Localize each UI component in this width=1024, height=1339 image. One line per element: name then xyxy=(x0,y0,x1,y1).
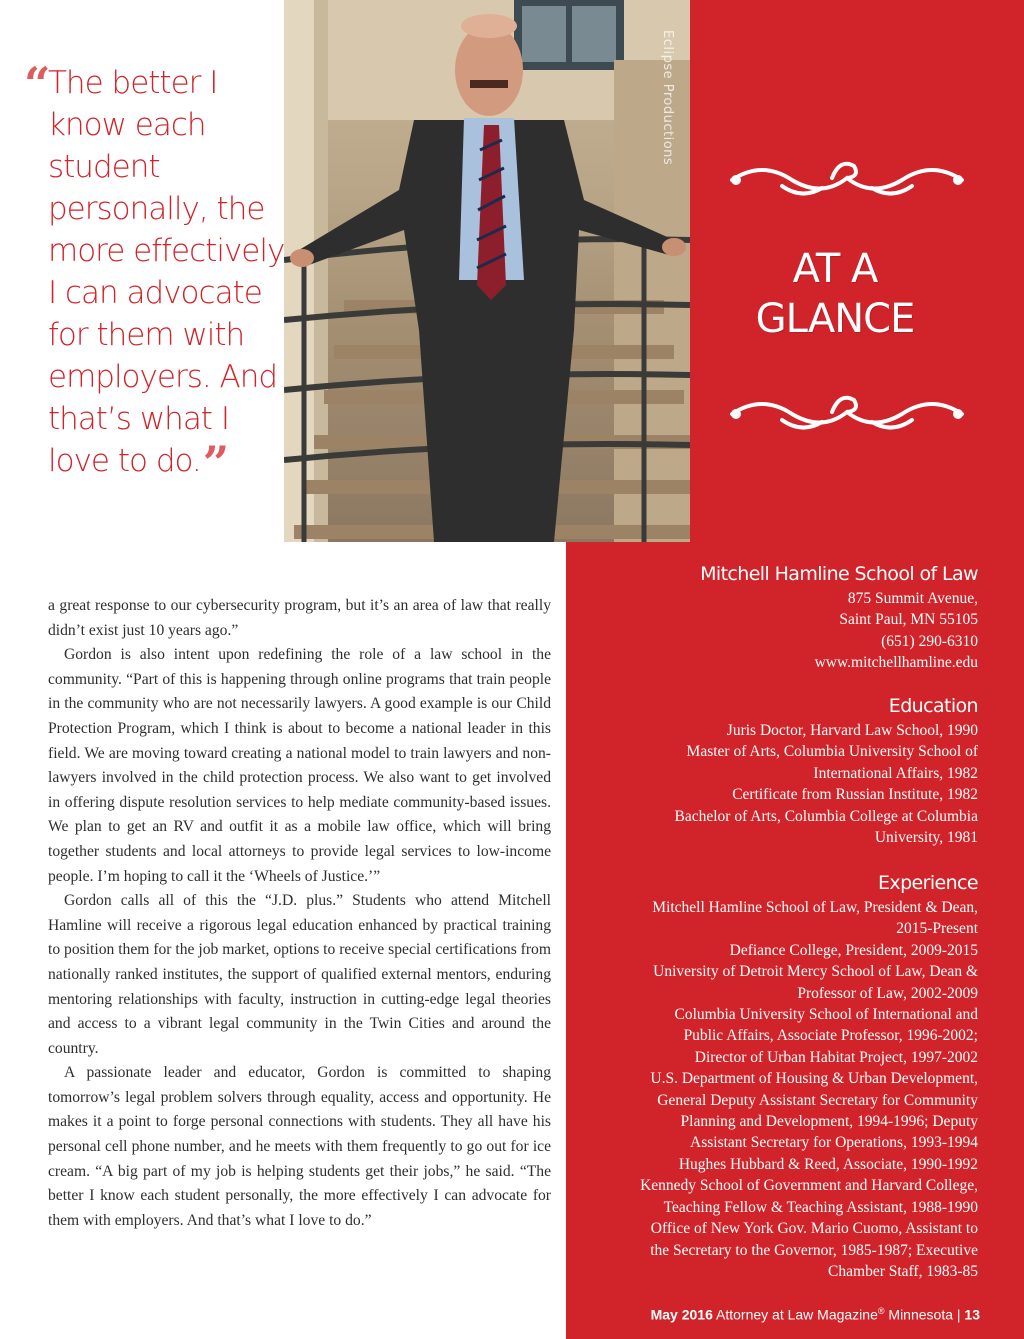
school-phone: (651) 290-6310 xyxy=(881,632,978,650)
photo-credit: Eclipse Productions xyxy=(660,30,675,166)
experience-line: Hughes Hubbard & Reed, Associate, 1990-1992 xyxy=(678,1155,978,1173)
title-line-2: GLANCE xyxy=(755,296,915,342)
education-line: University, 1981 xyxy=(874,829,978,847)
experience-line: Teaching Fellow & Teaching Assistant, 1988-1990 xyxy=(663,1198,978,1216)
title-line-1: AT A xyxy=(792,246,878,292)
article-paragraph: a great response to our cybersecurity program, but it’s an area of law that really didn’t exist just 10 years ago.” xyxy=(48,597,551,639)
education-heading: Education xyxy=(888,695,978,717)
footer-date: May 2016 xyxy=(650,1306,713,1323)
education-section xyxy=(590,694,978,848)
experience-line: 2015-Present xyxy=(896,920,978,938)
flourish-ornament-bottom xyxy=(722,390,972,436)
registered-mark: ® xyxy=(877,1306,885,1316)
school-address-line: 875 Summit Avenue, xyxy=(847,590,978,607)
education-line: International Affairs, 1982 xyxy=(813,764,978,782)
experience-heading: Experience xyxy=(878,872,978,894)
footer-publication: Attorney at Law Magazine xyxy=(716,1306,878,1323)
education-line: Bachelor of Arts, Columbia College at Columbia xyxy=(674,807,978,825)
portrait-illustration xyxy=(284,0,690,542)
page-footer xyxy=(590,1306,980,1323)
experience-line: University of Detroit Mercy School of Law, Dean & xyxy=(653,963,978,981)
experience-line: the Secretary to the Governor, 1985-1987; Executive xyxy=(650,1241,978,1259)
article-body xyxy=(48,594,551,1233)
education-line: Master of Arts, Columbia University School of xyxy=(686,743,978,761)
pull-quote-text: The better I know each student personally, the more effectively I can advocate for them with employers. And that’s what I love to do. xyxy=(48,65,285,479)
experience-line: Chamber Staff, 1983-85 xyxy=(828,1262,978,1280)
at-a-glance-title xyxy=(690,244,980,344)
experience-line: Defiance College, President, 2009-2015 xyxy=(729,941,978,959)
page-number: 13 xyxy=(964,1306,980,1323)
footer-separator: | xyxy=(956,1306,961,1323)
experience-line: Columbia University School of International and xyxy=(674,1006,978,1024)
article-paragraph: Gordon is also intent upon redefining the role of a law school in the community. “Part of this is happening through online programs that train people in the community who are not necessarily lawyers. A good example is our Child Protection Program, which I think is about to become a national leader in this field. We are moving toward creating a national model to train lawyers and non-lawyers involved in the child protection process. We also want to get involved in offering dispute resolution services to help mediate community-based issues. We plan to get an RV and outfit it as a mobile law office, which will bring together students and local attorneys to provide legal services to low-income people. I’m hoping to call it the ‘Wheels of Justice.’” xyxy=(48,646,551,885)
experience-line: Professor of Law, 2002-2009 xyxy=(797,984,978,1002)
experience-line: Director of Urban Habitat Project, 1997-2002 xyxy=(694,1048,978,1066)
pull-quote: “ The better I know each student personally, the more effectively I can advocate for them with employers. And that’s what I love to do.” xyxy=(24,57,285,490)
experience-line: Assistant Secretary for Operations, 1993-1994 xyxy=(690,1134,978,1152)
close-quote-mark: ” xyxy=(202,436,229,490)
article-paragraph: A passionate leader and educator, Gordon is committed to shaping tomorrow’s legal problem solvers through equality, access and opportunity. He makes it a point to forge personal connections with students. They all have his personal cell phone number, and he meets with them frequently to go out for ice cream. “A big part of my job is helping students get their jobs,” he said. “The better I know each student personally, the more effectively I can advocate for them with employers. And that’s what I love to do.” xyxy=(48,1064,551,1229)
school-website: www.mitchellhamline.edu xyxy=(814,654,978,672)
experience-line: U.S. Department of Housing & Urban Development, xyxy=(650,1070,978,1088)
school-heading: Mitchell Hamline School of Law xyxy=(700,563,978,585)
experience-line: Planning and Development, 1994-1996; Deputy xyxy=(680,1113,978,1131)
experience-line: Kennedy School of Government and Harvard College, xyxy=(640,1177,978,1195)
footer-edition: Minnesota xyxy=(888,1306,953,1323)
portrait-photo xyxy=(284,0,690,542)
flourish-ornament-top xyxy=(722,156,972,202)
school-info xyxy=(590,562,978,674)
experience-line: Mitchell Hamline School of Law, President & Dean, xyxy=(652,899,978,916)
education-line: Juris Doctor, Harvard Law School, 1990 xyxy=(726,722,978,739)
experience-line: Office of New York Gov. Mario Cuomo, Assistant to xyxy=(650,1220,978,1238)
education-line: Certificate from Russian Institute, 1982 xyxy=(732,786,978,804)
experience-line: Public Affairs, Associate Professor, 1996-2002; xyxy=(683,1027,978,1045)
experience-section xyxy=(590,871,978,1282)
school-city-line: Saint Paul, MN 55105 xyxy=(839,611,978,629)
experience-line: General Deputy Assistant Secretary for Community xyxy=(657,1091,978,1109)
article-paragraph: Gordon calls all of this the “J.D. plus.” Students who attend Mitchell Hamline will receive a rigorous legal education enhanced by practical training to position them for the job market, options to receive special certifications from nationally ranked institutes, the support of qualified external mentors, enduring mentoring relationships with faculty, instruction in cutting-edge legal theories and access to a vibrant legal community in the Twin Cities and around the country. xyxy=(48,892,551,1057)
